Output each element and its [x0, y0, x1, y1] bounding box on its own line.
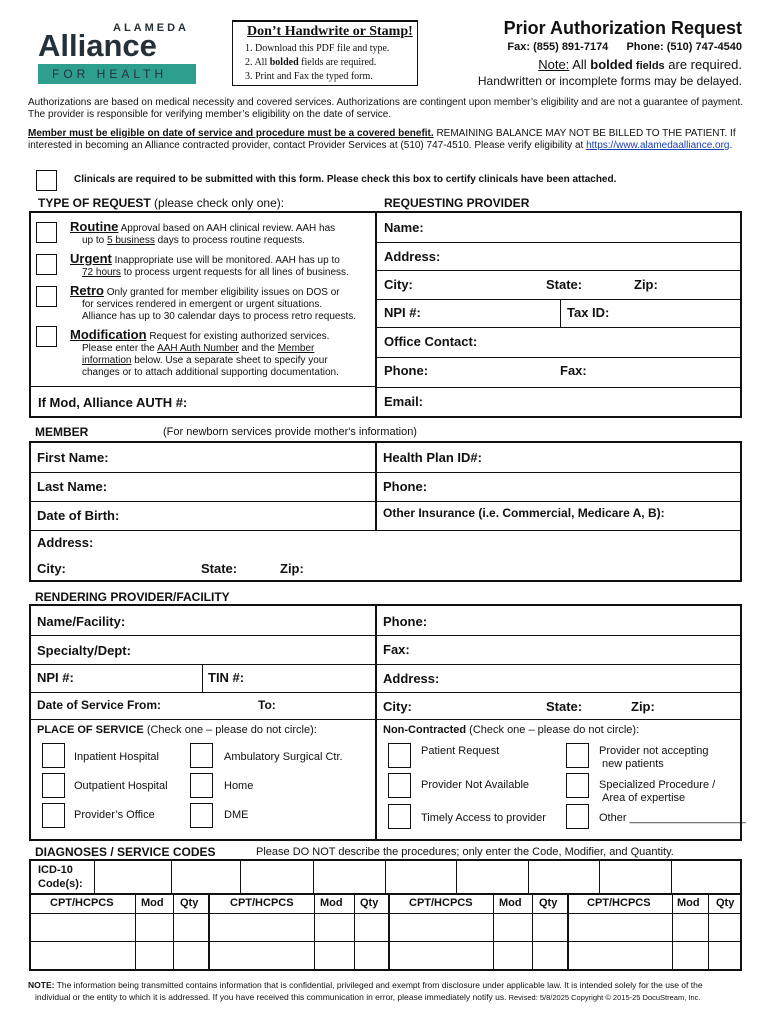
icd10-row [29, 859, 742, 895]
footer-disclaimer: NOTE: The information being transmitted contains information that is confidential, privileged and exempt from disclosure under applicable law. It is intended solely for the use of the individual or the entity to which it is addressed. If you have received this communication in error, please immediately notify us. Revised: 5/8/2025 Copyright © 2015-25 DocuStream, Inc. [28, 980, 703, 1002]
timely-access-label: Timely Access to provider [421, 812, 546, 824]
intro-paragraph-2: Member must be eligible on date of service and procedure must be a covered benefit. REMAINING BALANCE MAY NOT BE BILLED TO THE PATIENT. If interested in becoming an Alliance contracted provider, contact Provider Services at (510) 747-4510. Please verify eligibility at https://www.alamedaalliance.org. [28, 128, 736, 151]
patient-request-label: Patient Request [421, 745, 500, 757]
req-state-field[interactable]: State: [546, 277, 583, 292]
dme-checkbox[interactable] [190, 803, 213, 828]
place-of-service-heading: PLACE OF SERVICE (Check one – please do not circle): [37, 724, 317, 736]
not-available-checkbox[interactable] [388, 773, 411, 798]
rendering-tin-field[interactable]: TIN #: [208, 670, 245, 685]
member-city-field[interactable]: City: [37, 561, 66, 576]
member-zip-field[interactable]: Zip: [280, 561, 304, 576]
office-label: Provider’s Office [74, 809, 155, 821]
other-label[interactable]: Other ___________________ [599, 812, 746, 824]
member-note: (For newborn services provide mother's information) [163, 426, 417, 438]
diagnoses-note: Please DO NOT describe the procedures; only enter the Code, Modifier, and Quantity. [256, 846, 674, 858]
mod-header-4: Mod [677, 897, 700, 909]
other-checkbox[interactable] [566, 804, 589, 829]
rendering-state-field[interactable]: State: [546, 699, 583, 714]
not-accepting-label: Provider not accepting new patients [599, 745, 709, 770]
rendering-specialty-field[interactable]: Specialty/Dept: [37, 643, 131, 658]
member-dob-field[interactable]: Date of Birth: [37, 508, 120, 523]
rendering-phone-field[interactable]: Phone: [383, 614, 428, 629]
req-fax-field[interactable]: Fax: [560, 363, 587, 378]
rendering-city-field[interactable]: City: [383, 699, 412, 714]
retro-checkbox[interactable] [36, 286, 57, 307]
notice-title: Don’t Handwrite or Stamp! [247, 24, 413, 39]
clinicals-text: Clinicals are required to be submitted with this form. Please check this box to certify clinicals have been attached. [74, 174, 617, 185]
mod-header-3: Mod [499, 897, 522, 909]
if-mod-auth-field[interactable]: If Mod, Alliance AUTH #: [38, 395, 188, 410]
urgent-checkbox[interactable] [36, 254, 57, 275]
req-taxid-field[interactable]: Tax ID: [567, 305, 610, 320]
urgent-option: Urgent Inappropriate use will be monitored. AAH has up to 72 hours to process urgent requests for all lines of business. [70, 251, 349, 278]
qty-header-2: Qty [360, 897, 379, 909]
clinicals-checkbox[interactable] [36, 170, 57, 191]
type-request-heading: TYPE OF REQUEST (please check only one): [38, 196, 285, 210]
qty-header-3: Qty [539, 897, 558, 909]
member-first-name-field[interactable]: First Name: [37, 450, 109, 465]
rendering-dos-to-field[interactable]: To: [258, 698, 276, 712]
req-email-field[interactable]: Email: [384, 394, 424, 409]
rendering-zip-field[interactable]: Zip: [631, 699, 655, 714]
logo-alameda: ALAMEDA [113, 22, 189, 34]
header-note-line2: Handwritten or incomplete forms may be delayed. [477, 74, 742, 88]
qty-header-4: Qty [716, 897, 735, 909]
specialized-label: Specialized Procedure / Area of expertise [599, 779, 716, 804]
alliance-logo [38, 22, 198, 84]
member-other-insurance-field[interactable]: Other Insurance (i.e. Commercial, Medicare A, B): [383, 506, 665, 520]
req-zip-field[interactable]: Zip: [634, 277, 658, 292]
member-address-field[interactable]: Address: [37, 535, 94, 550]
cpt-header-3: CPT/HCPCS [409, 897, 473, 909]
not-available-label: Provider Not Available [421, 779, 530, 791]
req-city-field[interactable]: City: [384, 277, 413, 292]
member-state-field[interactable]: State: [201, 561, 238, 576]
rendering-box [29, 604, 742, 841]
home-checkbox[interactable] [190, 773, 213, 798]
not-accepting-checkbox[interactable] [566, 743, 589, 768]
icd10-label: ICD-10 Code(s): [38, 864, 83, 890]
header-fax: Fax: (855) 891-7174 [507, 41, 609, 53]
member-phone-field[interactable]: Phone: [383, 479, 428, 494]
cpt-header-1: CPT/HCPCS [50, 897, 114, 909]
rendering-dos-from-field[interactable]: Date of Service From: [37, 698, 162, 712]
rendering-fax-field[interactable]: Fax: [383, 642, 410, 657]
outpatient-label: Outpatient Hospital [74, 780, 168, 792]
timely-access-checkbox[interactable] [388, 804, 411, 829]
header-contact [507, 41, 742, 53]
non-contracted-heading: Non-Contracted (Check one – please do not circle): [383, 724, 640, 736]
notice-step2: 2. All bolded fields are required. [245, 57, 377, 68]
intro-paragraph-1: Authorizations are based on medical necessity and covered services. Authorizations are contingent upon member’s eligibility and are not a guarantee of payment. The provider is responsible for verifying member’s eligibility on the date of service. [28, 97, 744, 120]
patient-request-checkbox[interactable] [388, 743, 411, 768]
specialized-checkbox[interactable] [566, 773, 589, 798]
home-label: Home [224, 780, 254, 792]
form-title: Prior Authorization Request [503, 18, 742, 38]
req-name-field[interactable]: Name: [384, 220, 424, 235]
alliance-website-link[interactable]: https://www.alamedaalliance.org [586, 140, 730, 151]
routine-checkbox[interactable] [36, 222, 57, 243]
rendering-npi-field[interactable]: NPI #: [37, 670, 74, 685]
cpt-header-4: CPT/HCPCS [587, 897, 651, 909]
rendering-heading: RENDERING PROVIDER/FACILITY [35, 590, 230, 604]
member-heading: MEMBER [35, 425, 89, 439]
logo-for-health: FOR HEALTH [52, 67, 168, 81]
mod-header-1: Mod [141, 897, 164, 909]
retro-option: Retro Only granted for member eligibility issues on DOS or for services rendered in emergent or urgent situations. Alliance has up to 30 calendar days to process retro requests. [70, 283, 357, 322]
dme-label: DME [224, 809, 249, 821]
office-checkbox[interactable] [42, 803, 65, 828]
inpatient-label: Inpatient Hospital [74, 751, 159, 763]
outpatient-checkbox[interactable] [42, 773, 65, 798]
rendering-address-field[interactable]: Address: [383, 671, 440, 686]
rendering-name-field[interactable]: Name/Facility: [37, 614, 126, 629]
req-contact-field[interactable]: Office Contact: [384, 334, 478, 349]
mod-header-2: Mod [320, 897, 343, 909]
inpatient-checkbox[interactable] [42, 743, 65, 768]
req-npi-field[interactable]: NPI #: [384, 305, 421, 320]
requesting-heading: REQUESTING PROVIDER [384, 196, 530, 210]
logo-alliance: Alliance [38, 28, 157, 63]
asc-label: Ambulatory Surgical Ctr. [224, 751, 343, 763]
routine-option: Routine Approval based on AAH clinical review. AAH has up to 5 business days to process routine requests. [70, 219, 336, 246]
modification-option: Modification Request for existing authorized services. Please enter the AAH Auth Number and the Member information below. Use a separate sheet to specify your changes or to attach additional supporting documentation. [70, 327, 339, 378]
cpt-header-2: CPT/HCPCS [230, 897, 294, 909]
header-phone: Phone: (510) 747-4540 [626, 41, 742, 53]
req-address-field[interactable]: Address: [384, 249, 441, 264]
notice-step1: 1. Download this PDF file and type. [245, 43, 390, 54]
notice-step3: 3. Print and Fax the typed form. [245, 71, 373, 82]
member-plan-id-field[interactable]: Health Plan ID#: [383, 450, 482, 465]
modification-checkbox[interactable] [36, 326, 57, 347]
handwrite-notice [232, 20, 418, 86]
qty-header-1: Qty [180, 897, 199, 909]
diagnoses-heading: DIAGNOSES / SERVICE CODES [35, 845, 216, 859]
asc-checkbox[interactable] [190, 743, 213, 768]
header-note: Note: All bolded fields are required. [538, 57, 742, 72]
member-last-name-field[interactable]: Last Name: [37, 479, 108, 494]
req-phone-field[interactable]: Phone: [384, 363, 429, 378]
